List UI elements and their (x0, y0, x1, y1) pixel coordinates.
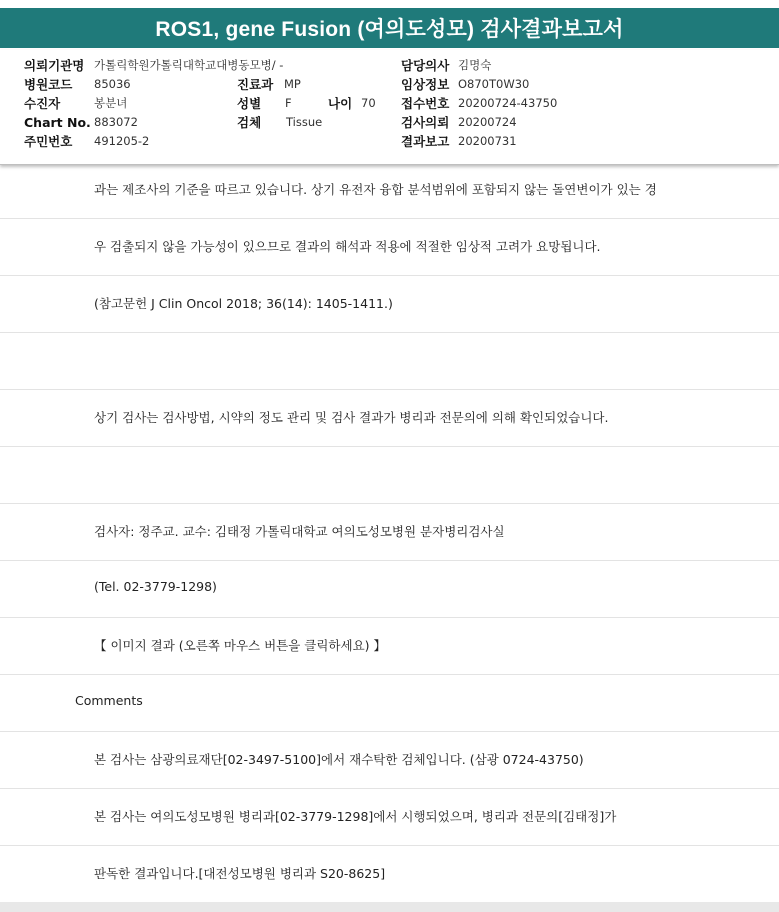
value-doctor: 김명숙 (458, 58, 492, 72)
image-result-text[interactable]: 【 이미지 결과 (오른쪽 마우스 버튼을 클릭하세요) 】 (94, 638, 386, 653)
report-line (0, 219, 779, 276)
image-result-line[interactable] (0, 618, 779, 675)
report-line-text: (참고문헌 J Clin Oncol 2018; 36(14): 1405-1411.) (94, 296, 393, 311)
report-line-text: 상기 검사는 검사방법, 시약의 정도 관리 및 검사 결과가 병리과 전문의에 의해 확인되었습니다. (94, 410, 609, 425)
report-title-bar (0, 8, 779, 48)
report-line-text: 판독한 결과입니다.[대전성모병원 병리과 S20-8625] (94, 866, 386, 881)
value-chart-no: 883072 (94, 115, 138, 129)
top-margin (0, 0, 779, 8)
value-clinical-info: O870T0W30 (458, 77, 530, 91)
value-age: 70 (361, 96, 376, 110)
report-line-text: (Tel. 02-3779-1298) (94, 579, 217, 594)
report-line (0, 390, 779, 447)
value-hospital-code: 85036 (94, 77, 131, 91)
value-sex: F (285, 96, 292, 110)
report-line (0, 789, 779, 846)
value-specimen: Tissue (286, 115, 323, 129)
label-age: 나이 (328, 96, 353, 111)
report-body (0, 164, 779, 903)
comments-heading: Comments (75, 693, 143, 708)
label-patient: 수진자 (24, 96, 61, 111)
label-department: 진료과 (237, 77, 274, 92)
report-line (0, 276, 779, 333)
row-patient (0, 94, 779, 113)
label-chart-no: Chart No. (24, 115, 91, 130)
report-line (0, 164, 779, 219)
row-requester (0, 56, 779, 75)
label-request-date: 검사의뢰 (401, 115, 450, 130)
report-line-text: 우 검출되지 않을 가능성이 있으므로 결과의 해석과 적용에 적절한 임상적 고려가 요망됩니다. (94, 239, 601, 254)
comments-heading-line (0, 675, 779, 732)
label-requester: 의뢰기관명 (24, 58, 85, 73)
report-line-text: 본 검사는 삼광의료재단[02-3497-5100]에서 재수탁한 검체입니다. (삼광 0724-43750) (94, 752, 584, 767)
label-sex: 성별 (237, 96, 262, 111)
value-request-date: 20200724 (458, 115, 517, 129)
report-line (0, 447, 779, 504)
label-report-date: 결과보고 (401, 134, 450, 149)
report-line (0, 504, 779, 561)
label-specimen: 검체 (237, 115, 262, 130)
row-chart-no (0, 113, 779, 132)
report-title: ROS1, gene Fusion (여의도성모) 검사결과보고서 (155, 18, 624, 41)
value-patient: 봉분녀 (94, 96, 128, 110)
value-resident-no: 491205-2 (94, 134, 150, 148)
report-line-text: 본 검사는 여의도성모병원 병리과[02-3779-1298]에서 시행되었으며, 병리과 전문의[김태정]가 (94, 809, 617, 824)
label-clinical-info: 임상정보 (401, 77, 450, 92)
row-resident-no (0, 132, 779, 151)
bottom-scroll-area[interactable] (0, 902, 779, 912)
value-requester: 가톨릭학원가톨릭대학교대병동모병/ - (94, 58, 284, 72)
report-line (0, 561, 779, 618)
label-receipt-no: 접수번호 (401, 96, 450, 111)
label-doctor: 담당의사 (401, 58, 450, 73)
row-hospital-code (0, 75, 779, 94)
report-line (0, 732, 779, 789)
patient-info-header (0, 50, 779, 165)
report-line-text: 검사자: 정주교. 교수: 김태정 가톨릭대학교 여의도성모병원 분자병리검사실 (94, 524, 505, 539)
label-hospital-code: 병원코드 (24, 77, 73, 92)
report-line (0, 846, 779, 903)
report-line-text: 과는 제조사의 기준을 따르고 있습니다. 상기 유전자 융합 분석범위에 포함되지 않는 돌연변이가 있는 경 (94, 182, 657, 197)
report-line (0, 333, 779, 390)
value-department: MP (284, 77, 301, 91)
label-resident-no: 주민번호 (24, 134, 73, 149)
value-report-date: 20200731 (458, 134, 517, 148)
value-receipt-no: 20200724-43750 (458, 96, 558, 110)
